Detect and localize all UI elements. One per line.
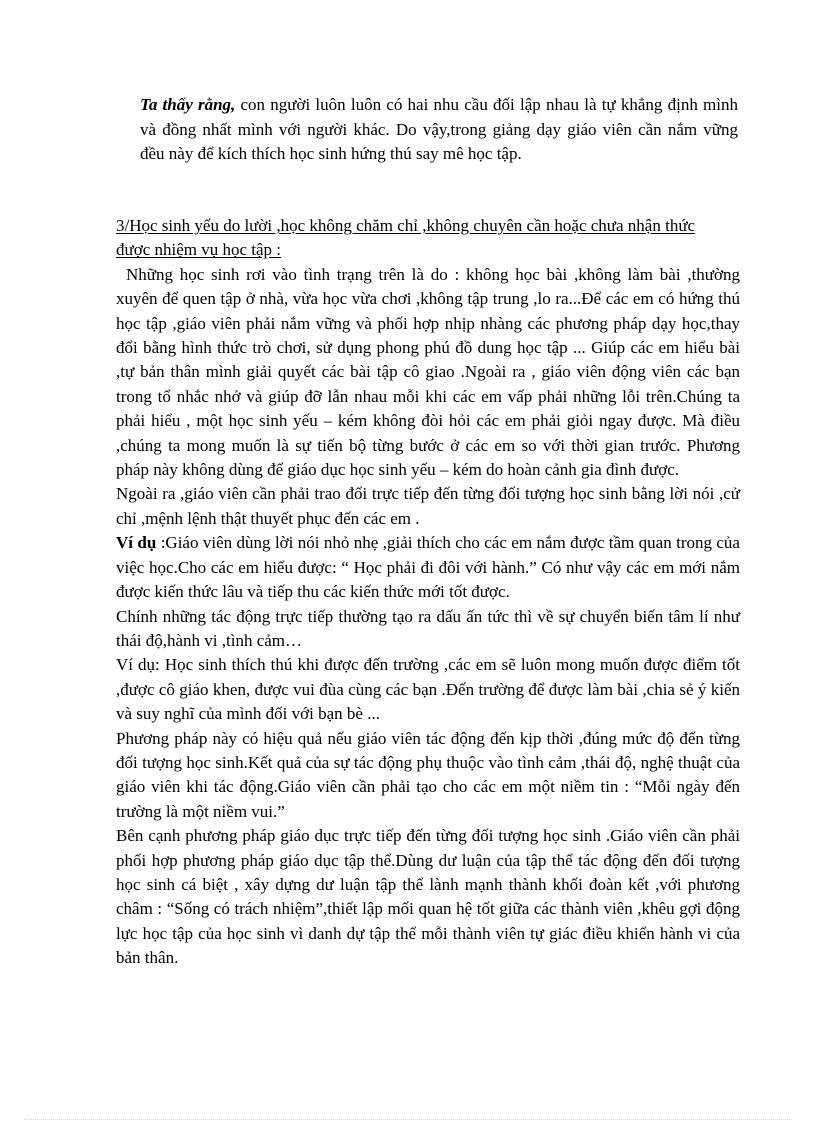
section-number: 3/ — [116, 216, 130, 235]
paragraph-3 — [116, 531, 740, 604]
example-label: Ví dụ — [116, 533, 157, 553]
paragraph-1: Những học sinh rơi vào tình trạng trên là do : không học bài ,không làm bài ,thường xuyên để quen tập ở nhà, vừa học vừa chơi ,không tập trung ,lo ra...Để các em có hứng thú học tập ,giáo viên phải nắm vững và phối hợp nhịp nhàng các phương pháp dạy học,thay đổi bằng hình thức trò chơi, sử dụng phong phú đồ dung học tập ... Giúp các em hiểu bài ,tự bản thân mình giải quyết các bài tập cô giao .Ngoài ra , giáo viên động viên các bạn trong tổ nhắc nhở và giúp đỡ lẫn nhau mỗi khi các em vấp phải những lỗi trên.Chúng ta phải hiểu , một học sinh yếu – kém không đòi hỏi các em phải giỏi ngay được. Mà điều ,chúng ta mong muốn là sự tiến bộ từng bước ở các em so với thời gian trước. Phương pháp này không dùng để giáo dục học sinh yếu – kém do hoàn cảnh gia đình được. — [116, 264, 740, 480]
paragraph-2: Ngoài ra ,giáo viên cần phải trao đổi trực tiếp đến từng đối tượng học sinh bằng lời nói ,cử chỉ ,mệnh lệnh thật thuyết phục đến các em . — [116, 484, 740, 528]
paragraph-7: Bên cạnh phương pháp giáo dục trực tiếp đến từng đối tượng học sinh .Giáo viên cần phải phối hợp phương pháp giáo dục tập thể.Dùng dư luận của tập thể tác động đến đối tượng học sinh cá biệt , xây dựng dư luận tập thể lành mạnh thành khối đoàn kết ,với phương châm : “Sống có trách nhiệm”,thiết lập mối quan hệ tốt giữa các thành viên ,khêu gợi động lực học tập của học sinh vì danh dự tập thể mỗi thành viên tự giác điều khiển hành vi của bản thân. — [116, 826, 740, 968]
intro-text: con người luôn luôn có hai nhu cầu đối lập nhau là tự khẳng định mình và đồng nhất mình với người khác. Do vậy,trong giảng dạy giáo viên cần nắm vững đều này để kích thích học sinh hứng thú say mê học tập. — [140, 95, 738, 163]
section-heading — [116, 214, 714, 263]
intro-lead: Ta thấy rằng, — [140, 95, 236, 114]
paragraph-5: Ví dụ: Học sinh thích thú khi được đến trường ,các em sẽ luôn mong muốn được điểm tốt ,được cô giáo khen, được vui đùa cùng các bạn .Đến trường để được làm bài ,chia sẻ ý kiến và suy nghĩ của mình đối với bạn bè ... — [116, 655, 740, 724]
page-bottom-divider — [24, 1119, 792, 1120]
section-content — [116, 214, 740, 971]
section-heading-text: Học sinh yếu do lười ,học không chăm chỉ ,không chuyên cần hoặc chưa nhận thức được nhiệm vụ học tập : — [116, 216, 696, 260]
paragraph-4: Chính những tác động trực tiếp thường tạo ra dấu ấn tức thì về sự chuyển biến tâm lí như thái độ,hành vi ,tình cảm… — [116, 606, 740, 650]
intro-paragraph — [140, 93, 738, 167]
paragraph-3-text: :Giáo viên dùng lời nói nhỏ nhẹ ,giải thích cho các em nắm được tầm quan trong của việc học.Cho các em hiểu được: “ Học phải đi đôi với hành.” Có như vậy các em mới nắm được kiến thức lâu và tiếp thu các kiến thức mới tốt được. — [116, 533, 740, 602]
paragraph-6: Phương pháp này có hiệu quả nếu giáo viên tác động đến kịp thời ,đúng mức độ đến từng đối tượng học sinh.Kết quả của sự tác động phụ thuộc vào tình cảm ,thái độ, nghệ thuật của giáo viên khi tác động.Giáo viên cần phải tạo cho các em một niềm tin : “Mỗi ngày đến trường là một niềm vui.” — [116, 728, 740, 821]
